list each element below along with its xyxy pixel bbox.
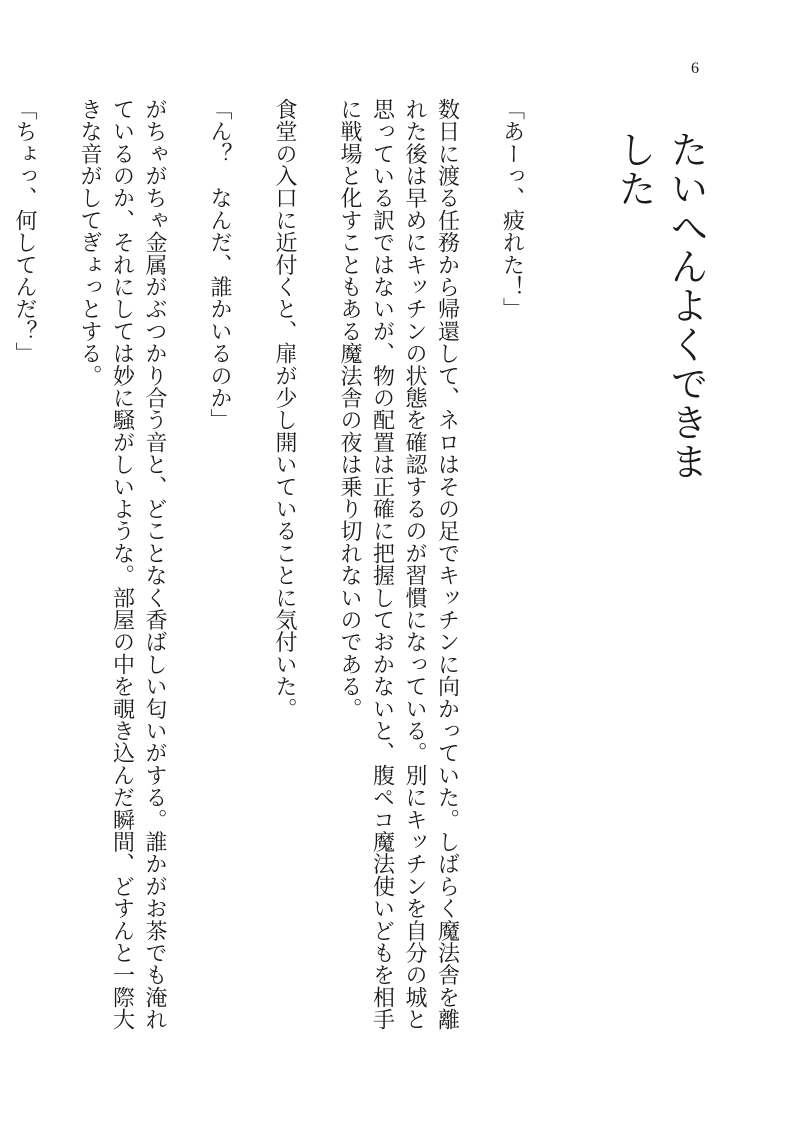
body-text (12, 98, 560, 1038)
chapter-title: たいへんよくできました (612, 130, 708, 481)
paragraph: 数日に渡る任務から帰還して、ネロはその足でキッチンに向かっていた。しばらく魔法舎を離れた後は早めにキッチンの状態を確認するのが習慣になっている。別にキッチンを自分の城と思っている訳ではないが、物の配置は正確に把握しておかないと、腹ペコ魔法使いどもを相手に戦場と化すこともある魔法舎の夜は乗り切れないのである。 (337, 98, 460, 1031)
paragraph: がちゃがちゃ金属がぶつかり合う音と、どことなく香ばしい匂いがする。誰かがお茶でも淹れているのか、それにしては妙に騒がしいような。部屋の中を覗き込んだ瞬間、どすんと一際大きな音がしてぎょっとする。 (77, 98, 167, 1031)
paragraph: 食堂の入口に近付くと、扉が少し開いていることに気付いた。 (272, 98, 297, 720)
page-number: 6 (691, 60, 699, 77)
paragraph: 「ん？ なんだ、誰かいるのか」 (207, 98, 232, 431)
paragraph: 「あーっ、疲れた！」 (499, 98, 525, 320)
paragraph: 「ちょっ、何してんだ？」 (12, 98, 37, 365)
